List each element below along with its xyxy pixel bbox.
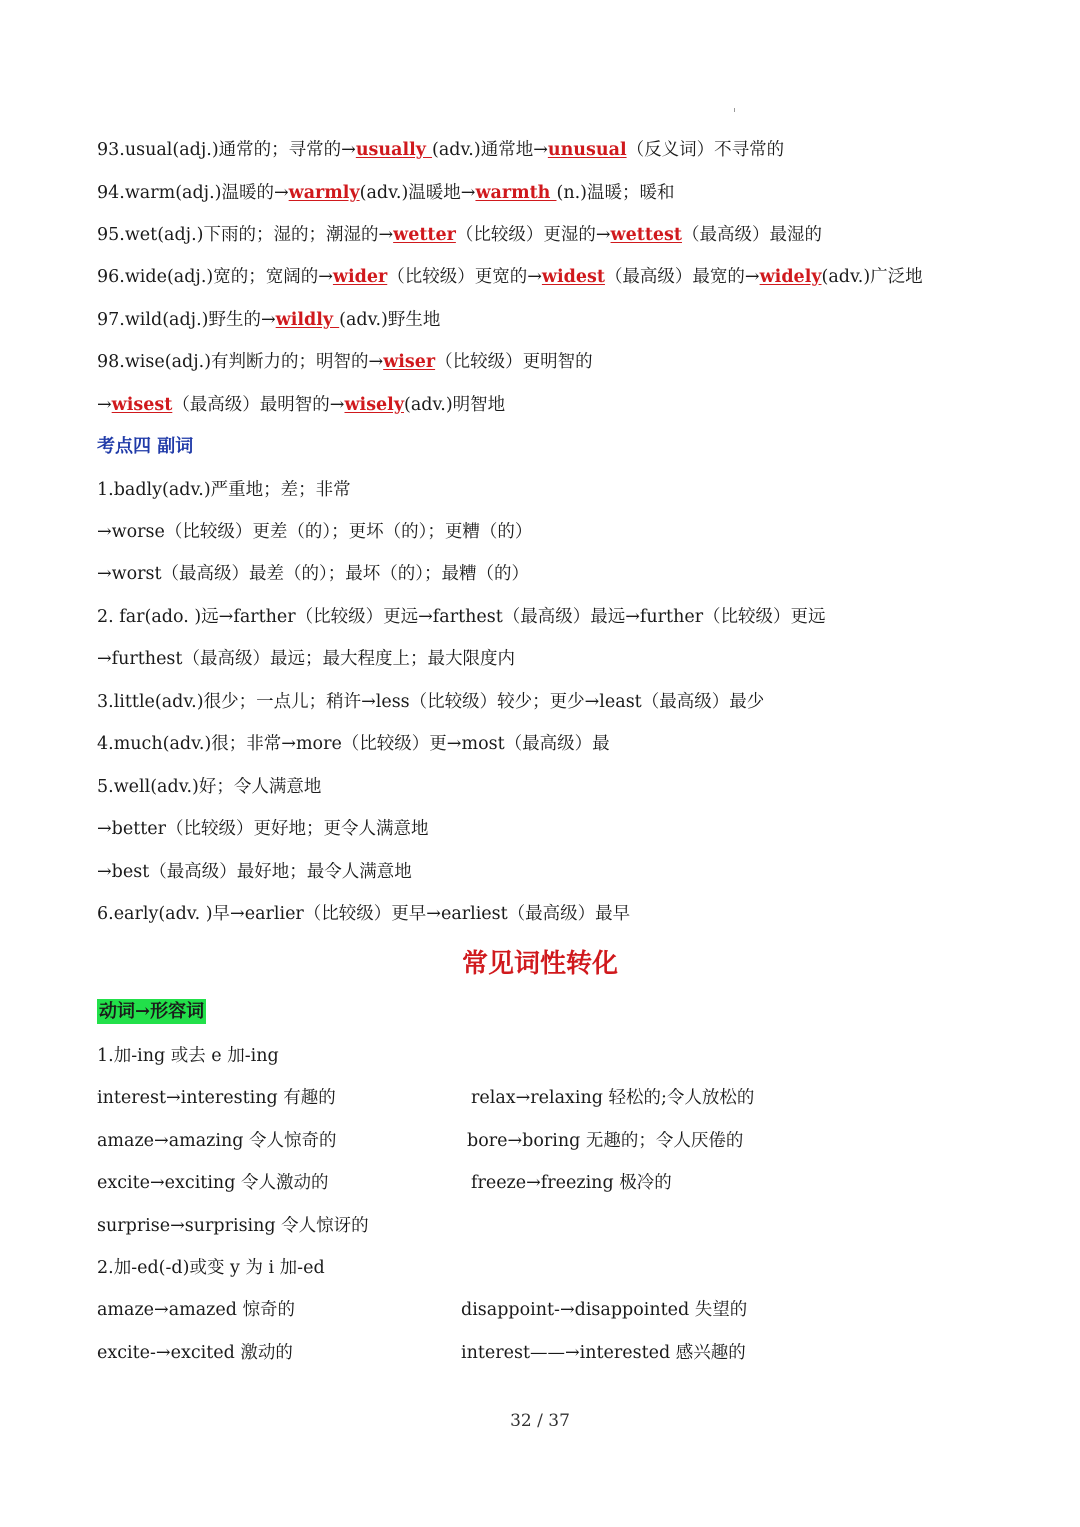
entry-97: 97.wild(adj.)野生的→wildly (adv.)野生地 [97,310,441,330]
conversion-item: excite-→excited 激动的 [97,1343,293,1363]
highlighted-subheading: 动词→形容词 [99,1001,205,1022]
conversion-item: excite→exciting 令人激动的 [97,1173,329,1193]
adverb-line: →worst（最高级）最差（的）；最坏（的）；最糟（的） [97,564,530,584]
adverb-line: →worse（比较级）更差（的）；更坏（的）；更糟（的） [97,522,533,542]
conversion-item: freeze→freezing 极冷的 [471,1173,672,1193]
conversion-item: interest→interesting 有趣的 [97,1088,336,1108]
adverb-line: →best（最高级）最好地；最令人满意地 [97,862,412,882]
adverb-line: →better（比较级）更好地；更令人满意地 [97,819,429,839]
adverb-line: →furthest（最高级）最远；最大程度上；最大限度内 [97,649,515,669]
adverb-line: 6.early(adv. )早→earlier（比较级）更早→earliest（最高级）最早 [97,904,631,924]
conversion-item: interest——→interested 感兴趣的 [461,1343,746,1363]
entry-96: 96.wide(adj.)宽的；宽阔的→wider（比较级）更宽的→widest（最高级）最宽的→widely(adv.)广泛地 [97,267,923,287]
conversion-item: disappoint-→disappointed 失望的 [461,1300,748,1320]
conversion-item: bore→boring 无趣的；令人厌倦的 [467,1131,744,1151]
conversion-item: amaze→amazed 惊奇的 [97,1300,296,1320]
keyword: warmly [288,183,360,203]
rule-line: 2.加-ed(-d)或变 y 为 i 加-ed [97,1258,325,1278]
keyword: usually [355,140,433,160]
section-heading: 考点四 副词 [97,436,194,457]
keyword: wetter [393,225,456,245]
entry-95: 95.wet(adj.)下雨的；湿的；潮湿的→wetter（比较级）更湿的→wettest（最高级）最湿的 [97,225,822,245]
conversion-item: relax→relaxing 轻松的;令人放松的 [471,1088,755,1108]
conversion-item: surprise→surprising 令人惊讶的 [97,1216,369,1236]
keyword: wisest [111,395,173,415]
keyword: wiser [383,352,436,372]
keyword: wider [332,267,388,287]
adverb-line: 5.well(adv.)好；令人满意地 [97,777,322,797]
keyword: wettest [610,225,682,245]
adverb-line: 1.badly(adv.)严重地；差；非常 [97,480,351,500]
keyword: wisely [344,395,404,415]
entry-98: 98.wise(adj.)有判断力的；明智的→wiser（比较级）更明智的 [97,352,593,372]
adverb-line: 3.little(adv.)很少；一点儿；稍许→less（比较级）较少；更少→least（最高级）最少 [97,692,765,712]
keyword: widest [541,267,605,287]
adverb-line: 4.much(adv.)很；非常→more（比较级）更→most（最高级）最 [97,734,610,754]
keyword: warmth [475,183,557,203]
entry-93: 93.usual(adj.)通常的；寻常的→usually (adv.)通常地→unusual（反义词）不寻常的 [97,140,785,160]
entry-94: 94.warm(adj.)温暖的→warmly(adv.)温暖地→warmth (n.)温暖；暖和 [97,183,675,203]
entry-98-continued: →wisest（最高级）最明智的→wisely(adv.)明智地 [97,395,506,415]
keyword: unusual [547,140,627,160]
keyword: widely [759,267,822,287]
stray-mark [734,108,735,112]
subheading [97,1001,206,1023]
page-title: 常见词性转化 [461,949,618,979]
page-number: 32 / 37 [510,1411,570,1431]
conversion-item: amaze→amazing 令人惊奇的 [97,1131,337,1151]
rule-line: 1.加-ing 或去 e 加-ing [97,1046,279,1066]
adverb-line: 2. far(ado. )远→farther（比较级）更远→farthest（最高级）最远→further（比较级）更远 [97,607,826,627]
keyword: wildly [275,310,340,330]
